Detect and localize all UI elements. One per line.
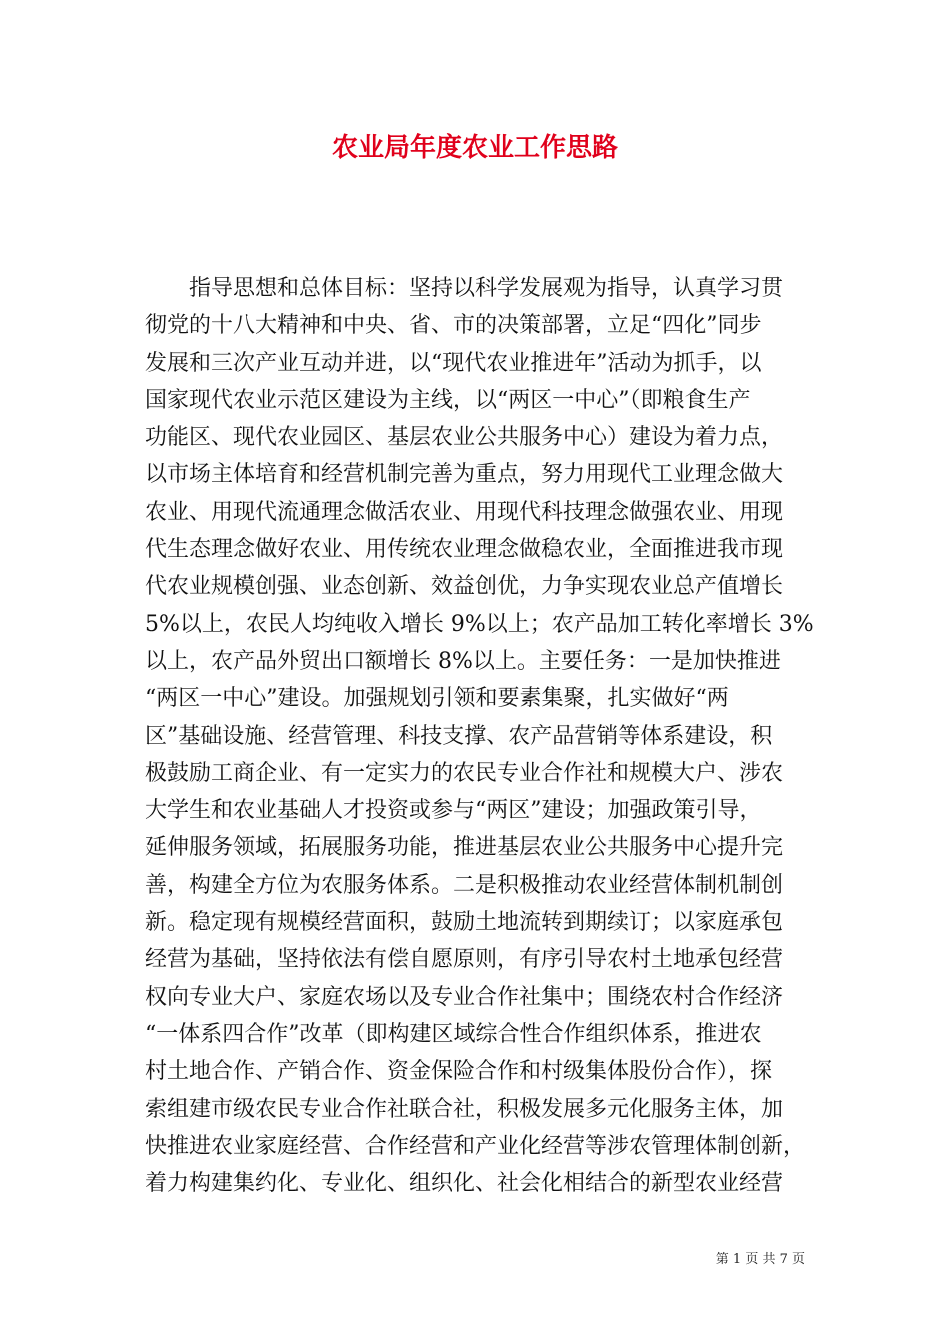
paragraph-line: 农业、用现代流通理念做活农业、用现代科技理念做强农业、用现 — [145, 499, 784, 525]
paragraph-line: 5%以上，农民人均纯收入增长 9%以上；农产品加工转化率增长 3% — [145, 611, 814, 637]
paragraph-line: 国家现代农业示范区建设为主线，以“两区一中心”（即粮食生产 — [145, 387, 751, 413]
paragraph-line: 新。稳定现有规模经营面积，鼓励土地流转到期续订；以家庭承包 — [145, 910, 784, 936]
paragraph-line: 彻党的十八大精神和中央、省、市的决策部署，立足“四化”同步 — [145, 313, 762, 339]
paragraph-line: 大学生和农业基础人才投资或参与“两区”建设；加强政策引导， — [145, 798, 762, 824]
paragraph-line: 延伸服务领域，拓展服务功能，推进基层农业公共服务中心提升完 — [145, 835, 784, 861]
paragraph-line: 权向专业大户、家庭农场以及专业合作社集中；围绕农村合作经济 — [145, 984, 784, 1010]
paragraph-line: 区”基础设施、经营管理、科技支撑、农产品营销等体系建设，积 — [145, 723, 773, 749]
paragraph-line: 功能区、现代农业园区、基层农业公共服务中心）建设为着力点， — [145, 425, 784, 451]
paragraph-line: 以上，农产品外贸出口额增长 8%以上。主要任务：一是加快推进 — [145, 648, 781, 674]
paragraph-line: “一体系四合作”改革（即构建区域综合性合作组织体系，推进农 — [145, 1021, 762, 1047]
paragraph-line: 着力构建集约化、专业化、组织化、社会化相结合的新型农业经营 — [145, 1171, 784, 1197]
paragraph-line: 快推进农业家庭经营、合作经营和产业化经营等涉农管理体制创新， — [145, 1133, 806, 1159]
paragraph-line: 极鼓励工商企业、有一定实力的农民专业合作社和规模大户、涉农 — [145, 760, 784, 786]
body-paragraph — [145, 270, 814, 1202]
paragraph-line: 发展和三次产业互动并进，以“现代农业推进年”活动为抓手，以 — [145, 350, 762, 376]
paragraph-line: 代生态理念做好农业、用传统农业理念做稳农业，全面推进我市现 — [145, 537, 784, 563]
paragraph-line: “两区一中心”建设。加强规划引领和要素集聚，扎实做好“两 — [145, 686, 729, 712]
paragraph-line: 村土地合作、产销合作、资金保险合作和村级集体股份合作），探 — [145, 1059, 773, 1085]
page-number-footer: 第 1 页 共 7 页 — [715, 1252, 805, 1267]
paragraph-line: 索组建市级农民专业合作社联合社，积极发展多元化服务主体，加 — [145, 1096, 784, 1122]
paragraph-line: 指导思想和总体目标：坚持以科学发展观为指导，认真学习贯 — [189, 276, 784, 301]
page-title: 农业局年度农业工作思路 — [331, 133, 618, 163]
paragraph-line: 以市场主体培育和经营机制完善为重点，努力用现代工业理念做大 — [145, 462, 784, 488]
paragraph-line: 善，构建全方位为农服务体系。二是积极推动农业经营体制机制创 — [145, 872, 784, 898]
paragraph-line: 经营为基础，坚持依法有偿自愿原则，有序引导农村土地承包经营 — [145, 947, 784, 973]
paragraph-line: 代农业规模创强、业态创新、效益创优，力争实现农业总产值增长 — [145, 574, 784, 600]
